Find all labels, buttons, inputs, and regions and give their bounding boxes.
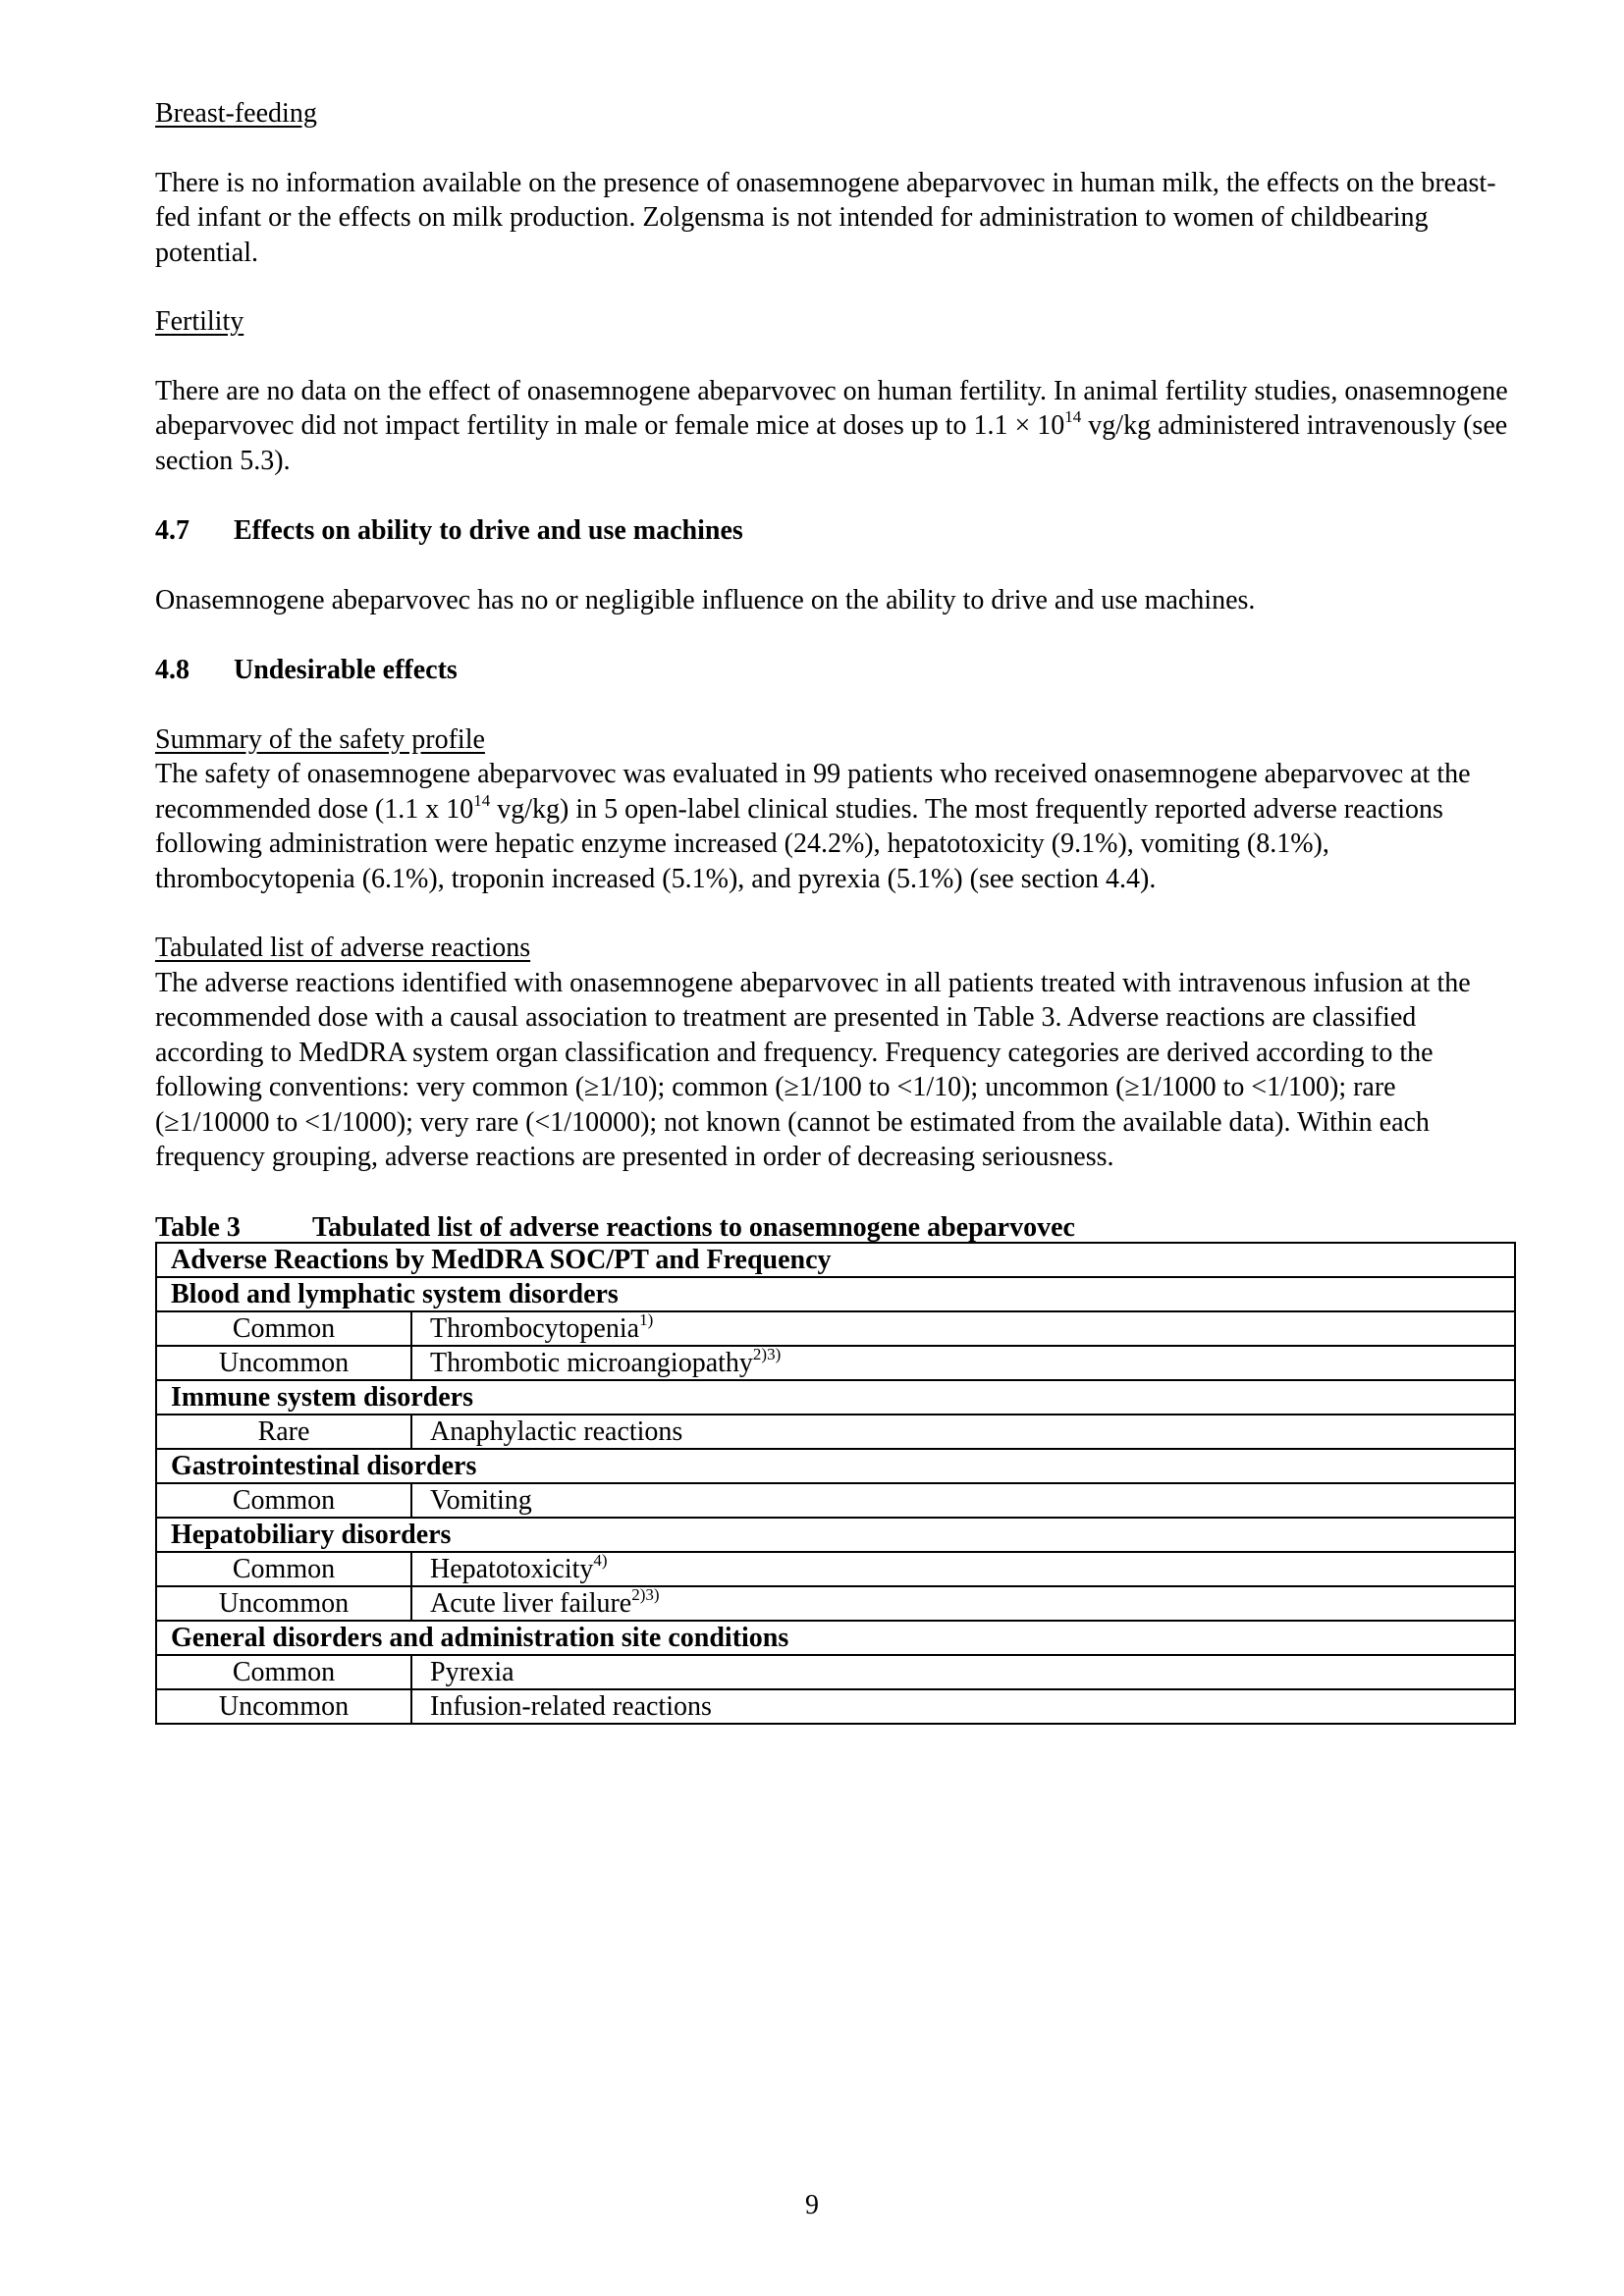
table-row [156,1655,1515,1689]
section-4-8-number: 4.8 [155,655,189,685]
reaction-term: Anaphylactic reactions [430,1415,683,1447]
reaction-term-cell [411,1552,1515,1586]
table-caption [155,1211,1515,1243]
reaction-term-cell [411,1689,1515,1724]
adverse-reactions-table [155,1242,1516,1725]
reaction-term-cell [411,1311,1515,1346]
reaction-term-cell [411,1415,1515,1449]
reaction-term: Hepatotoxicity [430,1553,594,1584]
table-soc-row [156,1277,1515,1311]
document-page [155,96,1515,1725]
section-4-7-paragraph: Onasemnogene abeparvovec has no or negligible influence on the ability to drive and use machines. [155,584,1256,615]
table-title: Tabulated list of adverse reactions to onasemnogene abeparvovec [312,1211,1075,1243]
table-row [156,1483,1515,1518]
fertility-text-after: vg/kg administered intravenously (see section 5.3). [155,410,1508,476]
table-label: Table 3 [155,1211,241,1243]
frequency-cell: Common [156,1655,411,1689]
section-4-7-number: 4.7 [155,515,189,546]
table-soc-row [156,1621,1515,1655]
soc-cell: Gastrointestinal disorders [156,1449,1515,1483]
footnote-ref: 2)3) [631,1584,660,1604]
reaction-term-cell [411,1586,1515,1621]
footnote-ref: 2)3) [752,1344,782,1363]
table-soc-row [156,1449,1515,1483]
table-soc-row [156,1380,1515,1415]
reaction-term-cell [411,1655,1515,1689]
safety-summary-heading: Summary of the safety profile [155,723,485,755]
reaction-term: Pyrexia [430,1656,514,1687]
reaction-term: Infusion-related reactions [430,1690,712,1722]
fertility-heading: Fertility [155,306,244,337]
frequency-cell: Uncommon [156,1586,411,1621]
soc-cell: General disorders and administration site conditions [156,1621,1515,1655]
safety-summary-text-after: vg/kg) in 5 open-label clinical studies. The most frequently reported adverse reactions following administration were hepatic enzyme increased (24.2%), hepatotoxicity (9.1%), vomiting (8.1%), thrombocytopenia (6.1%), troponin increased (5.1%), and pyrexia (5.1%) (see section 4.4). [155,793,1443,894]
safety-summary-paragraph [155,757,1515,896]
footnote-ref: 4) [593,1550,608,1570]
table-row [156,1689,1515,1724]
section-4-7-heading [155,513,1515,549]
soc-cell: Hepatobiliary disorders [156,1518,1515,1552]
table-row [156,1311,1515,1346]
frequency-cell: Uncommon [156,1689,411,1724]
page-number: 9 [805,2190,819,2220]
fertility-paragraph [155,374,1515,479]
table-header-cell: Adverse Reactions by MedDRA SOC/PT and Frequency [156,1243,1515,1277]
reaction-term-cell [411,1346,1515,1380]
safety-summary-exponent: 14 [473,790,491,810]
soc-cell: Immune system disorders [156,1380,1515,1415]
reaction-term: Acute liver failure [430,1587,632,1619]
table-row [156,1586,1515,1621]
reaction-term: Vomiting [430,1484,532,1516]
section-4-7-title: Effects on ability to drive and use machines [234,515,743,546]
frequency-cell: Common [156,1311,411,1346]
breastfeeding-heading: Breast-feeding [155,98,317,129]
table-header-row [156,1243,1515,1277]
frequency-cell: Common [156,1483,411,1518]
tabulated-list-paragraph: The adverse reactions identified with onasemnogene abeparvovec in all patients treated with intravenous infusion at the recommended dose with a causal association to treatment are presented in Table 3. Adverse reactions are classified according to MedDRA system organ classification and frequency. Frequency categories are derived according to the following conventions: very common (≥1/10); common (≥1/100 to <1/10); uncommon (≥1/1000 to <1/100); rare (≥1/10000 to <1/1000); very rare (<1/10000); not known (cannot be estimated from the available data). Within each frequency grouping, adverse reactions are presented in order of decreasing seriousness. [155,967,1471,1172]
section-4-8-title: Undesirable effects [234,655,458,685]
section-4-8-heading [155,653,1515,688]
frequency-cell: Uncommon [156,1346,411,1380]
frequency-cell: Rare [156,1415,411,1449]
breastfeeding-paragraph: There is no information available on the presence of onasemnogene abeparvovec in human milk, the effects on the breast-fed infant or the effects on milk production. Zolgensma is not intended for administration to women of childbearing potential. [155,167,1496,268]
frequency-cell: Common [156,1552,411,1586]
reaction-term: Thrombotic microangiopathy [430,1347,753,1378]
table-row [156,1346,1515,1380]
safety-summary-text-before: The safety of onasemnogene abeparvovec was evaluated in 99 patients who received onasemnogene abeparvovec at the recommended dose (1.1 x 10 [155,759,1471,825]
reaction-term: Thrombocytopenia [430,1312,640,1344]
table-row [156,1415,1515,1449]
table-soc-row [156,1518,1515,1552]
fertility-exponent: 14 [1064,407,1082,426]
reaction-term-cell [411,1483,1515,1518]
fertility-text-before: There are no data on the effect of onasemnogene abeparvovec on human fertility. In animal fertility studies, onasemnogene abeparvovec did not impact fertility in male or female mice at doses up to 1.1 × 10 [155,375,1508,441]
table-row [156,1552,1515,1586]
soc-cell: Blood and lymphatic system disorders [156,1277,1515,1311]
tabulated-list-heading: Tabulated list of adverse reactions [155,933,531,963]
footnote-ref: 1) [639,1309,654,1329]
